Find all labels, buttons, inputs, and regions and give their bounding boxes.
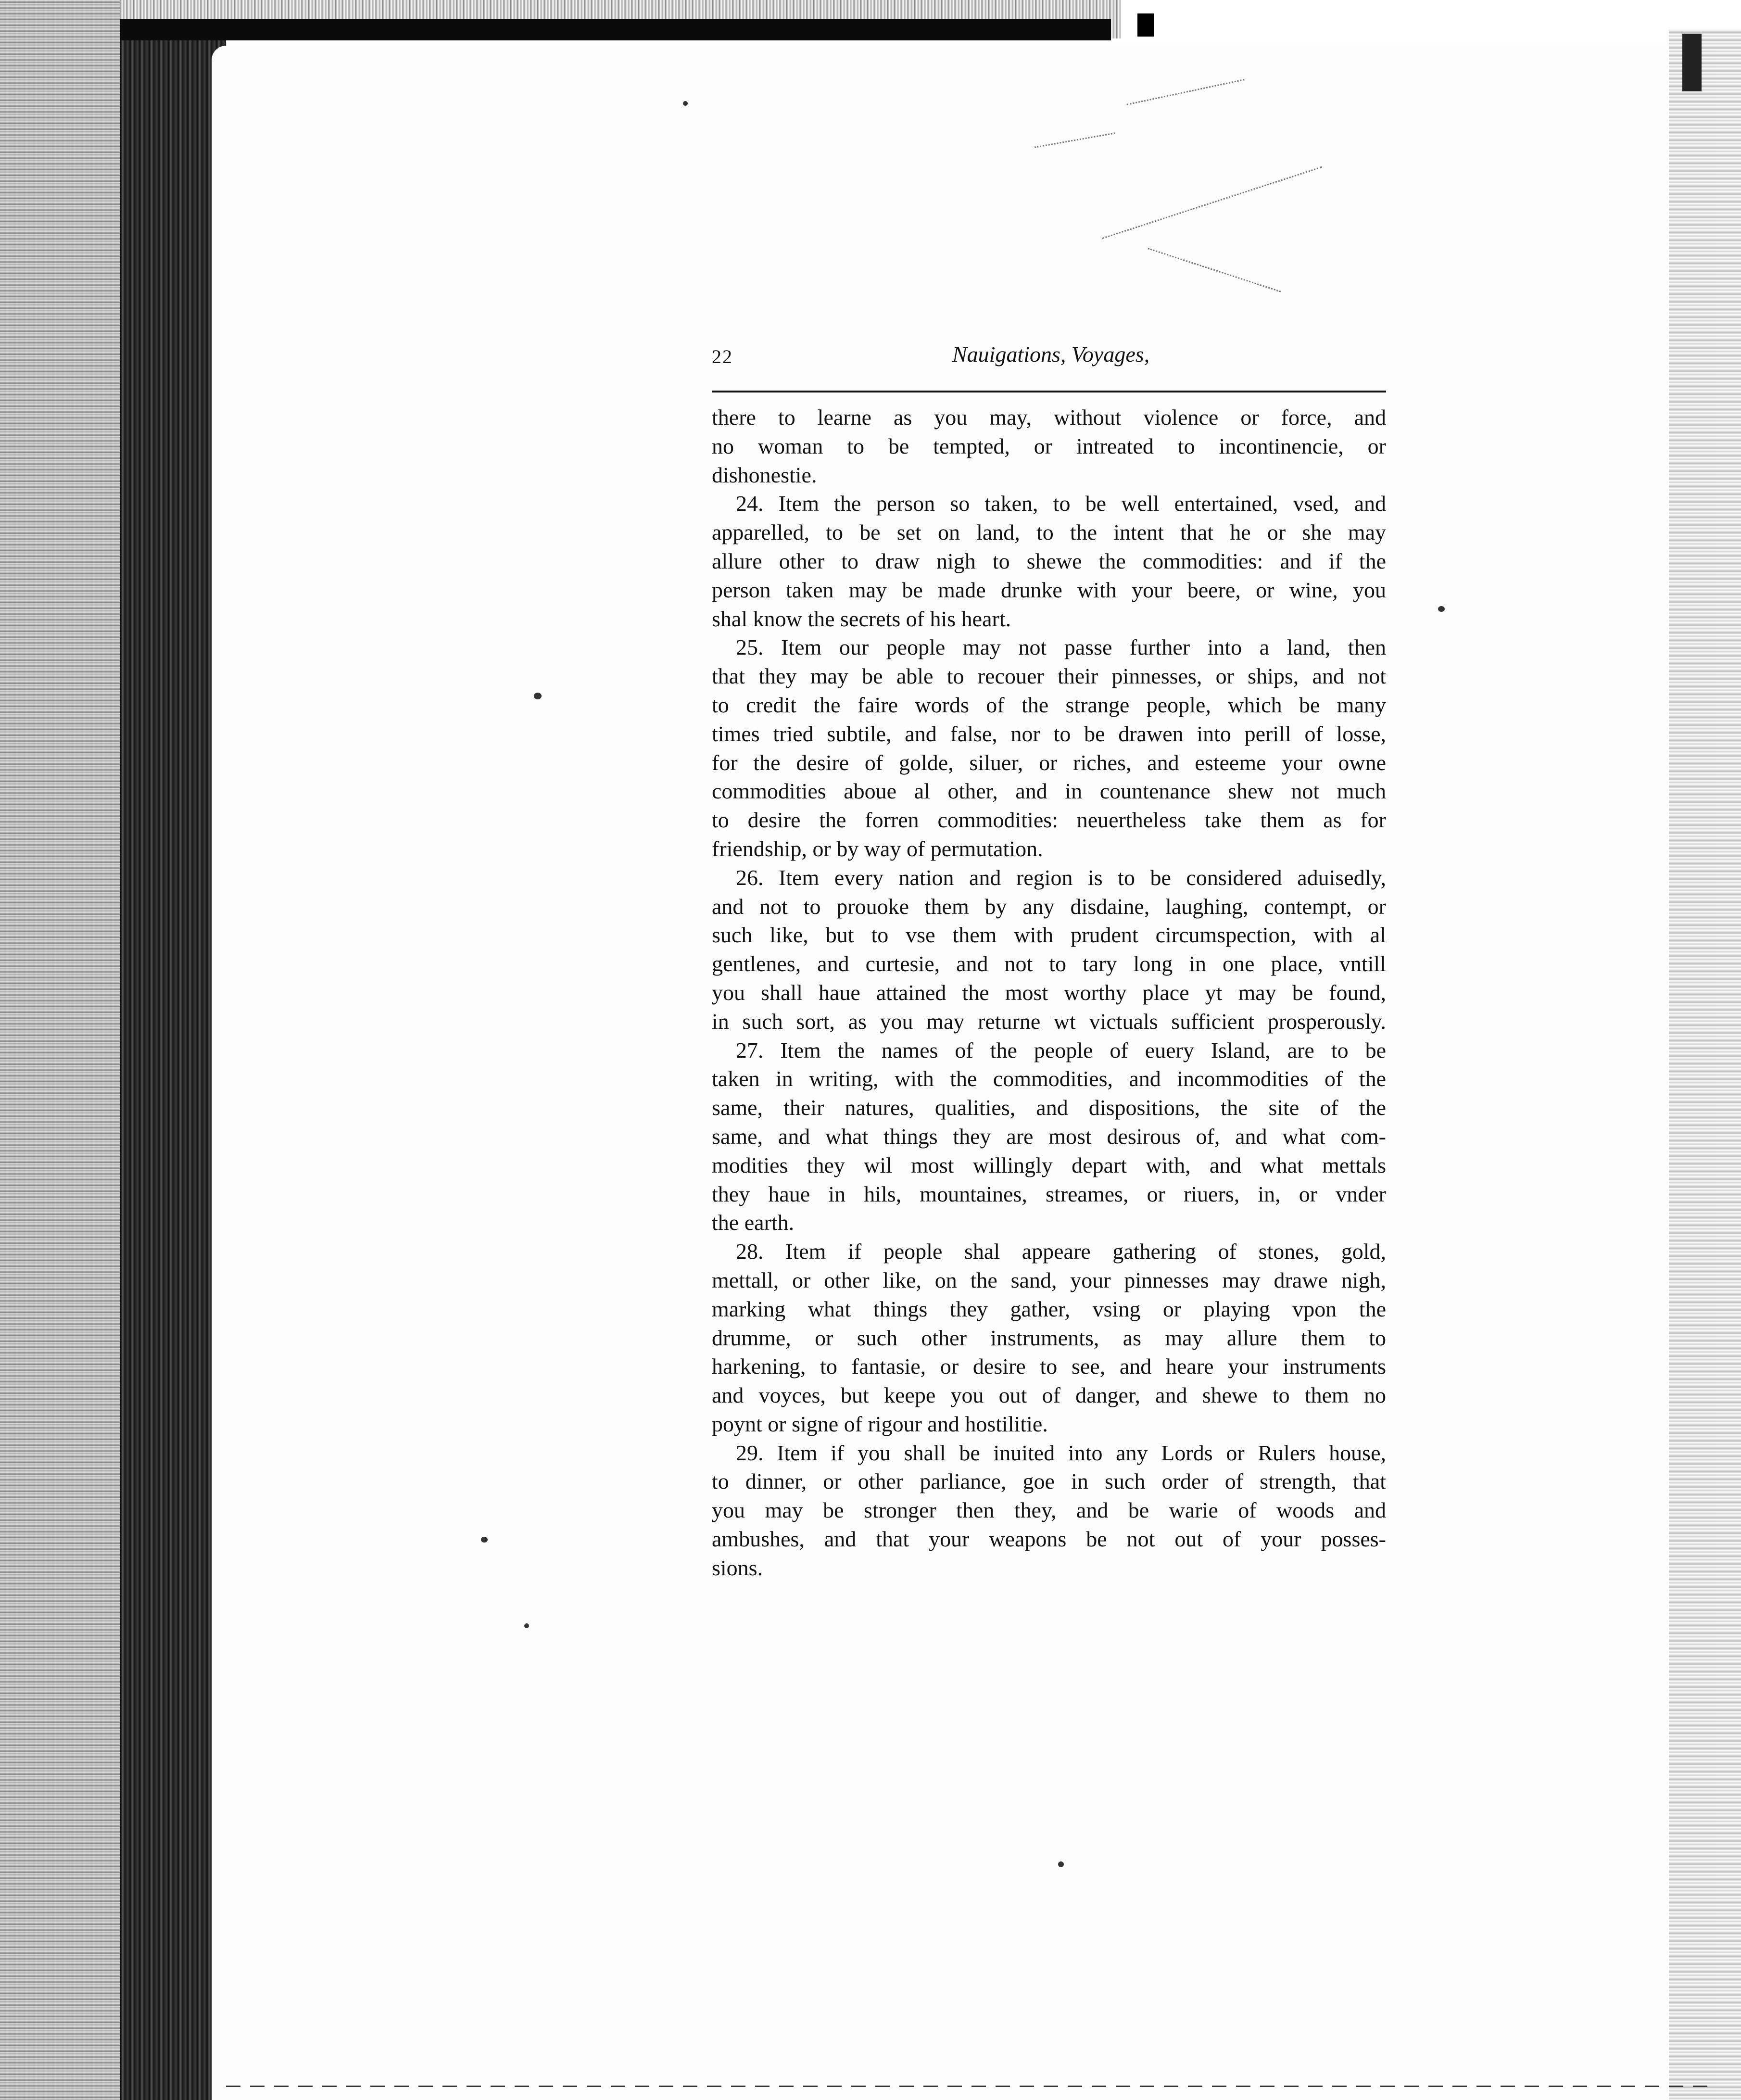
text-line: drumme, or such other instruments, as may allure them to [712,1325,1386,1350]
scan-speck [534,693,542,699]
text-line: to dinner, or other parliance, goe in such order of strength, that [712,1469,1386,1494]
text-line: there to learne as you may, without violence or force, and [712,405,1386,430]
text-line: same, and what things they are most desirous of, and what com- [712,1124,1386,1149]
text-line: for the desire of golde, siluer, or riches, and esteeme your owne [712,750,1386,775]
text-line: dishonestie. [712,462,817,487]
text-line: commodities aboue al other, and in countenance shew not much [712,779,1386,804]
text-line: such like, but to vse them with prudent circumspection, with al [712,923,1386,948]
scan-bottom-edge [226,2086,1717,2087]
paragraph-27-start: 27. Item the names of the people of euery Island, are to be [736,1037,1386,1063]
paragraph-29-start: 29. Item if you shall be inuited into any Lords or Rulers house, [736,1440,1386,1465]
text-line: to credit the faire words of the strange people, which be many [712,692,1386,717]
text-line: friendship, or by way of permutation. [712,836,1043,861]
text-line: no woman to be tempted, or intreated to incontinencie, or [712,433,1386,458]
text-line: the earth. [712,1210,795,1235]
text-line: that they may be able to recouer their pinnesses, or ships, and not [712,664,1386,689]
paragraph-26-start: 26. Item every nation and region is to be considered aduisedly, [736,865,1386,890]
paragraph-24-start: 24. Item the person so taken, to be well entertained, vsed, and [736,491,1386,516]
text-line: taken in writing, with the commodities, and incommodities of the [712,1066,1386,1091]
running-head: Nauigations, Voyages, [952,342,1150,367]
text-line: apparelled, to be set on land, to the intent that he or she may [712,520,1386,545]
text-line: times tried subtile, and false, nor to be drawen into perill of losse, [712,721,1386,746]
scan-noise-right [1669,29,1741,2100]
scan-speck [524,1623,529,1628]
text-line: sions. [712,1555,763,1580]
text-line: mettall, or other like, on the sand, your pinnesses may drawe nigh, [712,1267,1386,1292]
text-line: allure other to draw nigh to shewe the commodities: and if the [712,548,1386,573]
text-line: person taken may be made drunke with your beere, or wine, you [712,577,1386,602]
text-line: they haue in hils, mountaines, streames, or riuers, in, or vnder [712,1181,1386,1206]
page-header [712,342,1385,380]
scan-right-mark [1682,34,1702,91]
text-line: in such sort, as you may returne wt victuals sufficient prosperously. [712,1009,1386,1034]
text-line: you shall haue attained the most worthy place yt may be found, [712,980,1386,1005]
scan-speck [481,1537,488,1543]
scan-top-bar [120,19,1111,40]
scan-speck [1438,606,1445,612]
text-line: poynt or signe of rigour and hostilitie. [712,1411,1048,1436]
text-line: shal know the secrets of his heart. [712,606,1011,631]
scan-top-block [1137,13,1154,37]
scan-speck [1058,1861,1064,1867]
text-line: gentlenes, and curtesie, and not to tary long in one place, vntill [712,951,1386,976]
text-line: and voyces, but keepe you out of danger, and shewe to them no [712,1383,1386,1408]
header-rule [712,391,1386,392]
text-line: to desire the forren commodities: neuertheless take them as for [712,808,1386,833]
paragraph-28-start: 28. Item if people shal appeare gathering of stones, gold, [736,1239,1386,1264]
text-line: modities they wil most willingly depart with, and what mettals [712,1152,1386,1177]
paragraph-25-start: 25. Item our people may not passe further into a land, then [736,635,1386,660]
text-line: harkening, to fantasie, or desire to see, and heare your instruments [712,1354,1386,1379]
text-line: and not to prouoke them by any disdaine, laughing, contempt, or [712,894,1386,919]
text-line: same, their natures, qualities, and dispositions, the site of the [712,1095,1386,1120]
page-number: 22 [712,346,733,367]
scan-speck [683,101,688,106]
text-line: marking what things they gather, vsing or playing vpon the [712,1296,1386,1321]
body-text [712,403,1386,1582]
text-line: you may be stronger then they, and be warie of woods and [712,1498,1386,1523]
text-line: ambushes, and that your weapons be not out of your posses- [712,1527,1386,1552]
scan-noise-left [0,0,120,2100]
